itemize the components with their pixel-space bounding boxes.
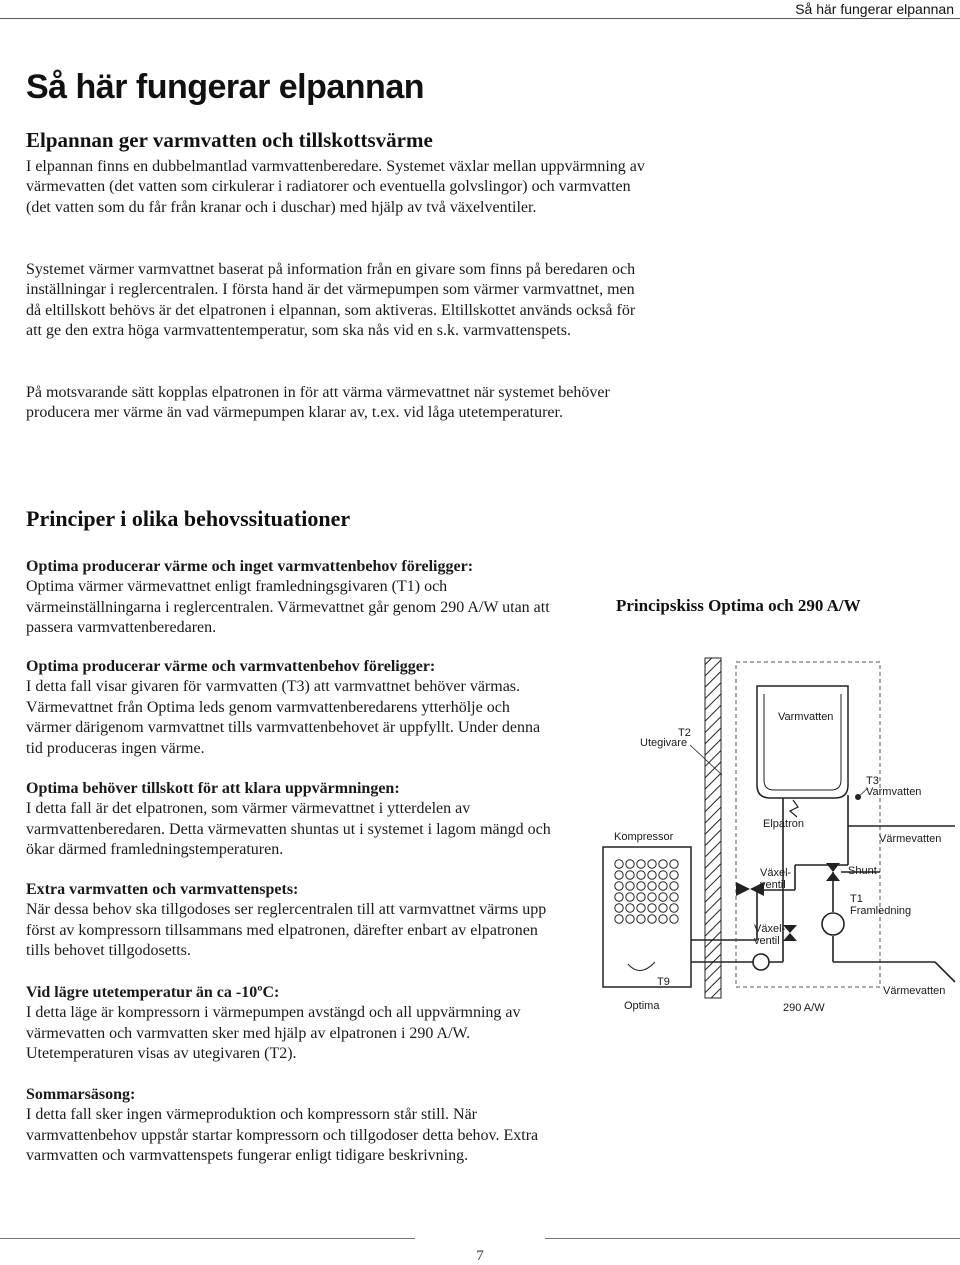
pump-1-icon [753, 954, 769, 970]
principle-item-1 [26, 557, 556, 639]
label-vaxelventil-1a: Växel- [760, 867, 792, 879]
outdoor-wall-hatch [705, 658, 721, 998]
principle-item-title: Optima producerar värme och varmvattenbehov föreligger: [26, 658, 436, 675]
label-framledning: Framledning [850, 905, 912, 917]
running-header: Så här fungerar elpannan [795, 1, 954, 17]
label-t2: T2 [678, 727, 691, 739]
footer-rule-left [0, 1238, 415, 1239]
principle-item-text: I detta läge är kompressorn i värmepumpen avstängd och all uppvärmning av värmevatten och varmvatten sker med hjälp av elpatronen i 290 A/W. Utetemperaturen visas av utegivaren (T2). [26, 1004, 521, 1063]
label-vaxelventil-1b: ventil [760, 879, 786, 891]
label-varmvatten-right: Varmvatten [866, 786, 922, 798]
label-varmevatten-top: Värmevatten [879, 833, 942, 845]
principle-item-title: Vid lägre utetemperatur än ca -10ºC: [26, 984, 280, 1001]
label-optima: Optima [624, 1000, 660, 1012]
intro-heading: Elpannan ger varmvatten och tillskottsvärme [26, 128, 433, 152]
footer-rule-right [545, 1238, 960, 1239]
intro-paragraph-3: På motsvarande sätt kopplas elpatronen in för att värma värmevattnet när systemet behöver producera mer värme än vad värmepumpen klarar av, t.ex. vid låga utetemperaturer. [26, 384, 610, 422]
pump-2-icon [822, 913, 844, 935]
intro-paragraph-2: Systemet värmer varmvattnet baserat på information från en givare som finns på beredaren och inställningar i reglercentralen. I första hand är det värmepumpen som värmer varmvattnet, men då eltillskott behövs är det elpatronen i elpannan, som aktiveras. Eltillskottet används också för att ge den extra höga varmvattentemperatur, som ska nås vid en s.k. varmvattenspets. [26, 261, 636, 340]
label-kompressor: Kompressor [614, 831, 674, 843]
varmvatten-tank [757, 686, 848, 798]
principle-item-title: Extra varmvatten och varmvattenspets: [26, 881, 299, 898]
label-vaxelventil-2a: Växel- [754, 923, 786, 935]
diagram-title: Principskiss Optima och 290 A/W [616, 596, 861, 615]
page-title: Så här fungerar elpannan [26, 68, 424, 106]
label-t3: T3 [866, 775, 879, 787]
label-shunt: Shunt [848, 865, 877, 877]
principles-heading: Principer i olika behovssituationer [26, 506, 351, 531]
principle-item-title: Optima behöver tillskott för att klara uppvärmningen: [26, 780, 400, 797]
principle-item-text: I detta fall sker ingen värmeproduktion och kompressorn står still. När varmvattenbehov uppstår startar kompressorn och tillgodoser detta behov. Extra varmvatten och varmvattenspets fungerar enligt tidigare beskrivning. [26, 1106, 539, 1165]
principle-item-title: Sommarsäsong: [26, 1086, 136, 1103]
label-varmevatten-bottom: Värmevatten [883, 985, 946, 997]
t9-sensor-leader [628, 962, 655, 971]
pipework [691, 795, 955, 982]
principle-item-title: Optima producerar värme och inget varmvattenbehov föreligger: [26, 558, 474, 575]
label-varmvatten-tank: Varmvatten [778, 711, 834, 723]
principle-item-2 [26, 657, 556, 759]
principle-item-text: Optima värmer värmevattnet enligt framledningsgivaren (T1) och värmeinställningarna i reglercentralen. Värmevattnet går genom 290 A/W utan att passera varmvattenberedaren. [26, 578, 550, 637]
principle-diagram [590, 650, 960, 1030]
principle-item-4 [26, 880, 556, 962]
compressor-grid [615, 860, 678, 923]
label-model: 290 A/W [783, 1002, 825, 1014]
header-rule [0, 18, 960, 19]
label-elpatron: Elpatron [763, 818, 804, 830]
label-t9: T9 [657, 976, 670, 988]
principle-item-text: När dessa behov ska tillgodoses ser reglercentralen till att varmvattnet värms upp först av kompressorn tillsammans med elpatronen, därefter enbart av elpatronen tills behovet tillgodosetts. [26, 901, 547, 960]
principle-item-text: I detta fall visar givaren för varmvatten (T3) att varmvattnet behöver värmas. Värmevattnet från Optima leds genom varmvattenberedarens ytterhölje och värmer därigenom varmvattnet tills varmvattenbehovet är uppfyllt. Under denna tid produceras ingen värme. [26, 678, 541, 757]
principle-item-6 [26, 1085, 556, 1167]
principle-item-3 [26, 779, 556, 861]
intro-paragraph-1: I elpannan finns en dubbelmantlad varmvattenberedare. Systemet växlar mellan uppvärmning av värmevatten (det vatten som cirkulerar i radiatorer och eventuella golvslingor) och varmvatten (det vatten som du får från kranar och i duschar) med hjälp av två växelventiler. [26, 158, 645, 216]
principle-item-5 [26, 983, 571, 1065]
elpatron-symbol-icon [790, 800, 798, 817]
label-vaxelventil-2b: ventil [754, 935, 780, 947]
label-utegivare: Utegivare [640, 737, 688, 749]
page-number: 7 [476, 1248, 484, 1264]
label-t1: T1 [850, 893, 863, 905]
principle-item-text: I detta fall är det elpatronen, som värmer värmevattnet i ytterdelen av varmvattenberedaren. Detta värmevatten shuntas ut i systemet i lagom mängd och ökar därmed framledningstemperaturen. [26, 800, 551, 859]
